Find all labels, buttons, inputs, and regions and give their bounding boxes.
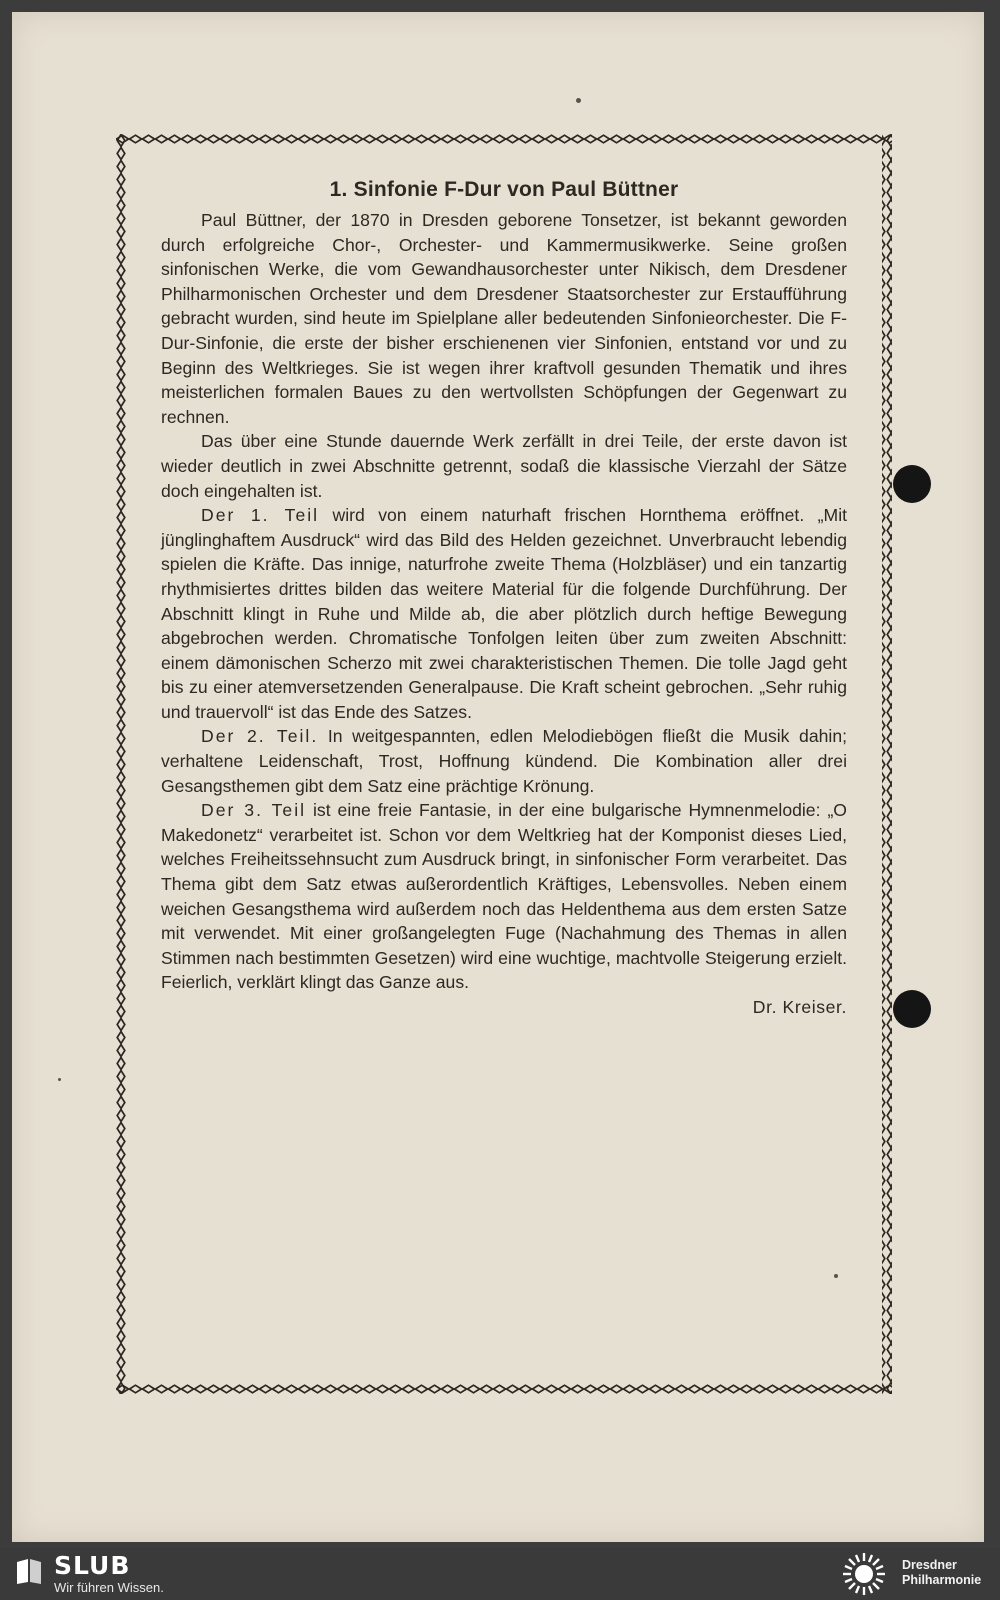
slub-tagline: Wir führen Wissen. [54,1580,164,1595]
punch-hole [893,465,931,503]
punch-hole [893,990,931,1028]
section-lead: Der 3. Teil [201,800,307,821]
article-title: 1. Sinfonie F-Dur von Paul Büttner [329,178,679,201]
partner-logo-text[interactable]: Dresdner Philharmonie [902,1558,982,1587]
book-icon [14,1556,44,1586]
footer-bar [0,1548,1000,1600]
author-signature: Dr. Kreiser. [752,997,847,1017]
section-lead: Der 2. Teil. [201,726,319,747]
paragraph-intro: Paul Büttner, der 1870 in Dresden geborene Tonsetzer, ist bekannt geworden durch erfolgreiche Chor-, Orchester- und Kammermusikwerke. Seine großen sinfonischen Werke, die vom Gewandhausorchester unter Nikisch, dem Dresdener Philharmonischen Orchester und dem Dresdener Staatsorchester zur Erstaufführung gebracht wurden, sind heute im Spielplane aller bedeutenden Sinfonieorchester. Die F-Dur-Sinfonie, die erste der bisher erschienenen vier Sinfonien, entstand vor und zu Beginn des Weltkrieges. Sie ist wegen ihrer kraftvoll gesunden Thematik und ihres meisterlichen formalen Baues zu den wertvollsten Schöpfungen der Gegenwart zu rechnen. [161,210,847,427]
paragraph-part-2: Der 2. Teil. In weitgespannten, edlen Melodiebögen fließt die Musik dahin; verhaltene Leidenschaft, Trost, Hoffnung kündend. Die Kombination aller drei Gesangsthemen gibt dem Satz eine prächtige Krönung. [161,726,847,796]
section-lead: Der 1. Teil [201,505,320,526]
speck [576,98,581,103]
article [161,176,847,1020]
paragraph-part-1: Der 1. Teil wird von einem naturhaft frischen Hornthema eröffnet. „Mit jünglinghaftem Ausdruck“ wird das Bild des Helden gezeichnet. Unverbraucht lebendig spielen die Kräfte. Das innige, naturfrohe zweite Thema (Holzbläser) und ein tanzartig rhythmisiertes drittes bilden das weitere Material für die folgende Durchführung. Der Abschnitt klingt in Ruhe und Milde ab, die aber plötzlich durch heftige Bewegung abgebrochen werden. Chromatische Tonfolgen leiten über zum zweiten Abschnitt: einem dämonischen Scherzo mit zwei charakteristischen Themen. Die tolle Jagd geht bis zu einer atemversetzenden Generalpause. Die Kraft scheint gebrochen. „Sehr ruhig und trauervoll“ ist das Ende des Satzes. [161,505,847,722]
speck [58,1078,61,1081]
paragraph-structure: Das über eine Stunde dauernde Werk zerfällt in drei Teile, der erste davon ist wieder deutlich in zwei Abschnitte getrennt, sodaß die klassische Vierzahl der Sätze doch eingehalten ist. [161,431,847,501]
paragraph-part-3: Der 3. Teil ist eine freie Fantasie, in der eine bulgarische Hymnenmelodie: „O Makedonetz“ verarbeitet ist. Schon vor dem Weltkrieg hat der Komponist dieses Lied, welches Freiheitssehnsucht zum Ausdruck bringt, in sinfonischer Form verarbeitet. Das Thema gibt dem Satz etwas außerordentlich Kräftiges, Lebensvolles. Neben einem weichen Gesangsthema wird außerdem noch das Heldenthema aus dem ersten Satze mit verwendet. Mit einer großangelegten Fuge (Nachahmung des Themas in allen Stimmen nach bestimmten Gesetzen) wird eine wuchtige, machtvolle Steigerung erzielt. Feierlich, verklärt klingt das Ganze aus. [161,800,847,993]
slub-logo-text[interactable]: SLUB [54,1551,131,1580]
sunburst-icon [840,1550,888,1598]
